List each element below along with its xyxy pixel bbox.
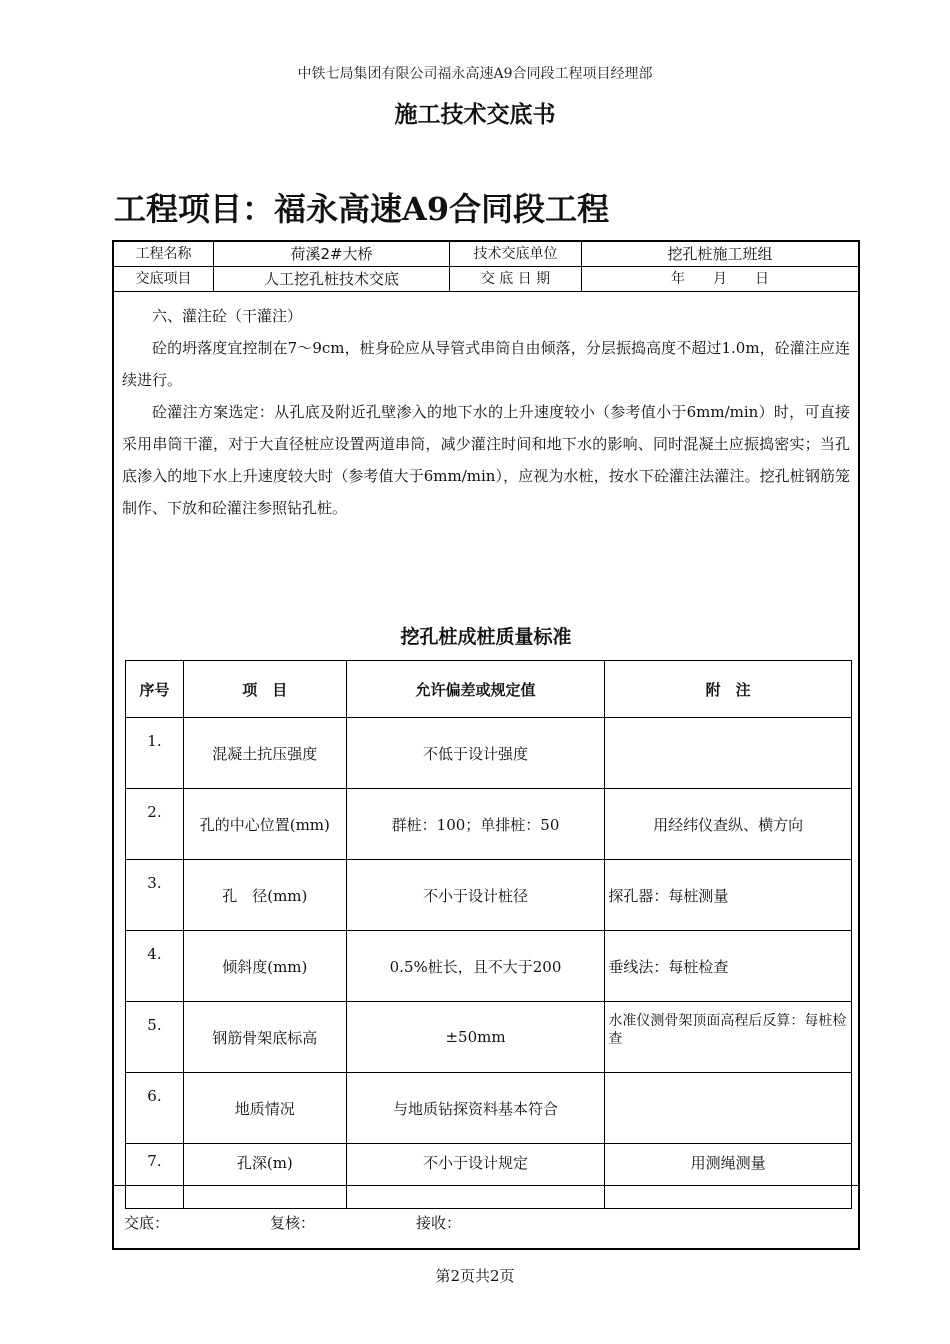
row-note xyxy=(605,1073,852,1144)
row-item: 地质情况 xyxy=(183,1073,346,1144)
row-no: 6. xyxy=(126,1073,184,1144)
row-item: 钢筋骨架底标高 xyxy=(183,1002,346,1073)
info-row-2 xyxy=(114,267,858,292)
item-value: 人工挖孔桩技术交底 xyxy=(214,267,450,291)
row-value: 不小于设计桩径 xyxy=(346,860,605,931)
row-value: 不低于设计强度 xyxy=(346,718,605,789)
table-row xyxy=(126,789,852,860)
row-value: 群桩：100；单排桩：50 xyxy=(346,789,605,860)
row-note: 垂线法：每桩检查 xyxy=(605,931,852,1002)
row-note: 探孔器：每桩测量 xyxy=(605,860,852,931)
row-no: 1. xyxy=(126,718,184,789)
row-note: 水准仪测骨架顶面高程后反算：每桩检查 xyxy=(605,1002,852,1073)
row-value: 不小于设计规定 xyxy=(346,1144,605,1209)
row-value: 与地质钻探资料基本符合 xyxy=(346,1073,605,1144)
row-value: ±50mm xyxy=(346,1002,605,1073)
row-note: 用测绳测量 xyxy=(605,1144,852,1209)
page-number: 第2页共2页 xyxy=(435,1267,515,1285)
table-header-row xyxy=(126,661,852,718)
row-no: 4. xyxy=(126,931,184,1002)
unit-value: 挖孔桩施工班组 xyxy=(667,245,773,263)
header-note: 附 注 xyxy=(605,661,852,718)
table-row xyxy=(126,1144,852,1209)
row-value: 0.5%桩长，且不大于200 xyxy=(346,931,605,1002)
date-value: 年 月 日 xyxy=(671,271,769,287)
row-item: 混凝土抗压强度 xyxy=(183,718,346,789)
row-item: 倾斜度(mm) xyxy=(183,931,346,1002)
header-value: 允许偏差或规定值 xyxy=(346,661,605,718)
table-row xyxy=(126,860,852,931)
table-row xyxy=(126,931,852,1002)
row-item: 孔深(m) xyxy=(183,1144,346,1209)
company-header: 中铁七局集团有限公司福永高速A9合同段工程项目经理部 xyxy=(297,66,653,82)
project-name-label: 工程名称 xyxy=(114,242,214,266)
info-row-1 xyxy=(114,242,858,267)
row-item: 孔 径(mm) xyxy=(183,860,346,931)
paragraph-scheme: 砼灌注方案选定：从孔底及附近孔壁渗入的地下水的上升速度较小（参考值小于6mm/min）时，可直接采用串筒干灌，对于大直径桩应设置两道串筒，减少灌注时间和地下水的影响、同时混凝土应振捣密实；当孔底渗入的地下水上升速度较大时（参考值大于6mm/min），应视为水桩，按水下砼灌注法灌注。挖孔桩钢筋笼制作、下放和砼灌注参照钻孔桩。 xyxy=(122,403,850,517)
signature-divider xyxy=(114,1185,858,1186)
body-text xyxy=(114,300,858,524)
quality-standard-table xyxy=(125,660,852,1209)
document-frame xyxy=(112,240,860,1250)
row-no: 5. xyxy=(126,1002,184,1073)
paragraph-heading: 六、灌注砼（干灌注） xyxy=(152,307,303,325)
header-no: 序号 xyxy=(126,661,184,718)
date-label: 交 底 日 期 xyxy=(450,267,582,291)
table-row xyxy=(126,1002,852,1073)
row-note: 用经纬仪查纵、横方向 xyxy=(605,789,852,860)
review-label: 复核： xyxy=(270,1214,316,1232)
table-row xyxy=(126,718,852,789)
row-item: 孔的中心位置(mm) xyxy=(183,789,346,860)
row-note xyxy=(605,718,852,789)
project-name-value: 荷溪2#大桥 xyxy=(214,242,450,266)
receive-label: 接收： xyxy=(416,1214,462,1232)
project-title: 工程项目：福永高速A9合同段工程 xyxy=(114,190,610,228)
paragraph-slump: 砼的坍落度宜控制在7～9cm，桩身砼应从导管式串筒自由倾落，分层振捣高度不超过1.0m，砼灌注应连续进行。 xyxy=(122,339,850,389)
document-title: 施工技术交底书 xyxy=(394,102,556,128)
unit-label: 技术交底单位 xyxy=(450,242,582,266)
row-no: 7. xyxy=(126,1144,184,1209)
standard-title: 挖孔桩成桩质量标准 xyxy=(400,626,572,648)
row-no: 2. xyxy=(126,789,184,860)
item-label: 交底项目 xyxy=(114,267,214,291)
row-no: 3. xyxy=(126,860,184,931)
handover-label: 交底： xyxy=(124,1214,170,1232)
header-item: 项 目 xyxy=(183,661,346,718)
table-row xyxy=(126,1073,852,1144)
